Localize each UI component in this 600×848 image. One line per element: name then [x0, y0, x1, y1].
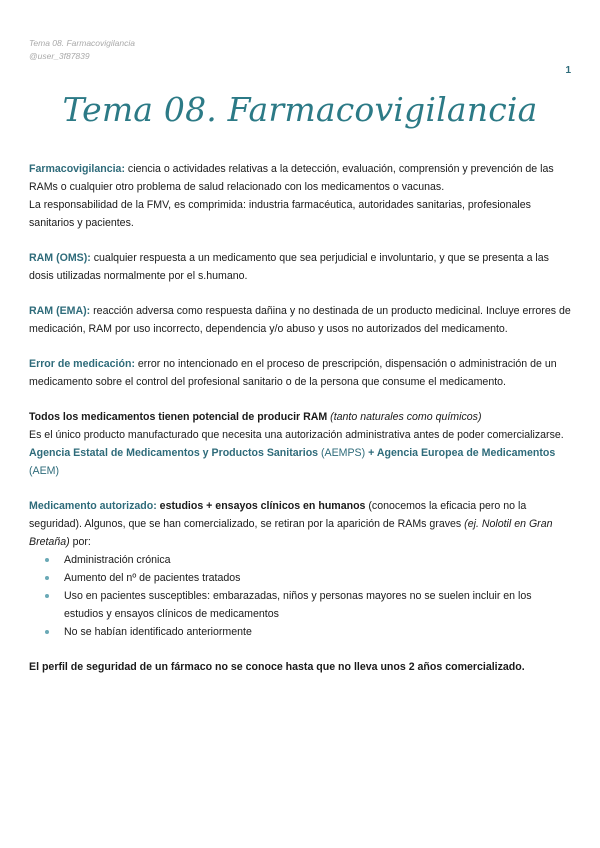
paragraph: La responsabilidad de la FMV, es comprimida: industria farmacéutica, autoridades sanitarias, profesionales sanitarios y pacientes.	[29, 199, 531, 229]
body-text: por:	[69, 536, 91, 548]
section-todos-medicamentos	[29, 408, 571, 480]
document-body	[29, 160, 571, 676]
italic-note: (ej. Nolotil en Gran Bretaña)	[29, 518, 553, 548]
definition-paragraph	[29, 302, 571, 338]
agency-aem: + Agencia Europea de Medicamentos	[368, 447, 556, 459]
list-item: Aumento del nº de pacientes tratados	[64, 569, 571, 587]
agency-aemps: Agencia Estatal de Medicamentos y Productos Sanitarios	[29, 447, 319, 459]
bullet-list	[29, 551, 571, 641]
list-item: No se habían identificado anteriormente	[64, 623, 571, 641]
body-text: Es el único producto manufacturado que necesita una autorización administrativa antes de poder comercializarse.	[29, 429, 564, 441]
definition-paragraph	[29, 355, 571, 391]
list-item: Uso en pacientes susceptibles: embarazadas, niños y personas mayores no se suelen incluir en los estudios y ensayos clínicos de medicamentos	[64, 587, 571, 623]
page-title: Tema 08. Farmacovigilancia	[62, 90, 538, 129]
definition-text: error no intencionado en el proceso de prescripción, dispensación o administración de un medicamento sobre el control del profesional sanitario o de la persona que consume el medicamento.	[29, 358, 557, 388]
italic-note: (tanto naturales como químicos)	[327, 411, 482, 423]
bold-statement: estudios + ensayos clínicos en humanos	[156, 500, 366, 512]
body-text: (conocemos la eficacia pero no la seguridad). Algunos, que se han comercializado, se retiran por la aparición de RAMs graves	[29, 500, 527, 530]
paragraph	[29, 497, 571, 551]
definition-paragraph	[29, 249, 571, 285]
document-header	[29, 37, 135, 63]
definition-paragraph	[29, 160, 571, 196]
section-farmacovigilancia	[29, 160, 571, 232]
term-label: Medicamento autorizado:	[29, 500, 157, 512]
term-label: RAM (OMS):	[29, 252, 91, 264]
term-label: Farmacovigilancia:	[29, 163, 125, 175]
section-error-medicacion	[29, 355, 571, 391]
section-ram-oms	[29, 249, 571, 285]
final-statement: El perfil de seguridad de un fármaco no se conoce hasta que no lleva unos 2 años comercializado.	[29, 661, 525, 673]
paragraph	[29, 426, 571, 480]
term-label: RAM (EMA):	[29, 305, 91, 317]
header-title: Tema 08. Farmacovigilancia	[29, 38, 135, 48]
definition-text: reacción adversa como respuesta dañina y no destinada de un producto medicinal. Incluye errores de medicación, RAM por uso incorrecto, dependencia y/o abuso y usos no autorizados del medicamento.	[29, 305, 571, 335]
page-number: 1	[565, 65, 571, 76]
definition-text: cualquier respuesta a un medicamento que sea perjudicial e involuntario, y que se presenta a las dosis utilizadas normalmente por el s.humano.	[29, 252, 549, 282]
list-item: Administración crónica	[64, 551, 571, 569]
paragraph	[29, 408, 571, 426]
bold-statement: Todos los medicamentos tienen potencial de producir RAM	[29, 411, 328, 423]
header-user: @user_3f87839	[29, 51, 90, 61]
term-label: Error de medicación:	[29, 358, 135, 370]
section-ram-ema	[29, 302, 571, 338]
definition-text: ciencia o actividades relativas a la detección, evaluación, comprensión y prevención de las RAMs o cualquier otro problema de salud relacionado con los medicamentos o vacunas.	[29, 163, 554, 193]
agency-abbr: (AEMPS)	[318, 447, 369, 459]
agency-abbr: (AEM)	[29, 465, 60, 477]
section-medicamento-autorizado	[29, 497, 571, 641]
